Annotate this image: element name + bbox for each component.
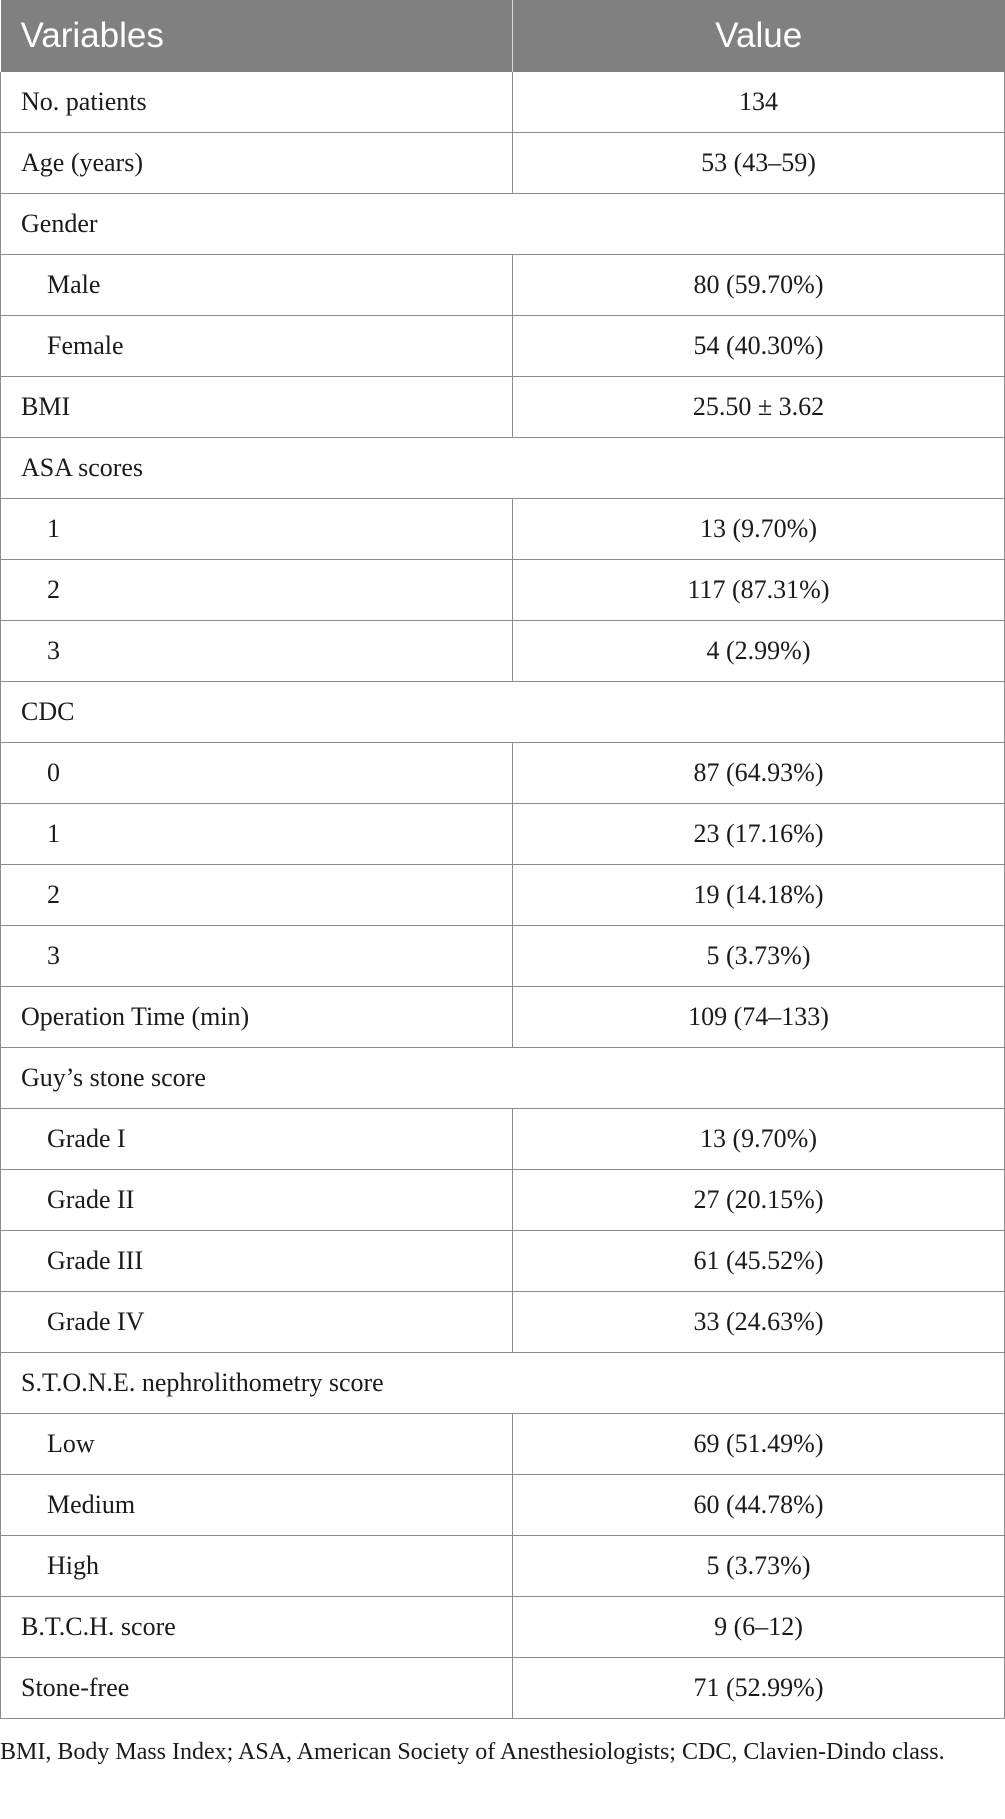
table-row	[1, 255, 1005, 316]
table-row	[1, 1353, 1005, 1414]
value-cell: 69 (51.49%)	[513, 1414, 1005, 1475]
variable-cell: Grade II	[1, 1170, 513, 1231]
table-header	[1, 0, 1005, 72]
table-row	[1, 560, 1005, 621]
group-label: ASA scores	[1, 438, 1005, 499]
header-variables: Variables	[1, 0, 513, 72]
table-row	[1, 1658, 1005, 1719]
value-cell: 117 (87.31%)	[513, 560, 1005, 621]
value-cell: 9 (6–12)	[513, 1597, 1005, 1658]
value-cell: 23 (17.16%)	[513, 804, 1005, 865]
table-row	[1, 621, 1005, 682]
group-label: Guy’s stone score	[1, 1048, 1005, 1109]
value-cell: 25.50 ± 3.62	[513, 377, 1005, 438]
table-row	[1, 1597, 1005, 1658]
table-row	[1, 865, 1005, 926]
table-row	[1, 1048, 1005, 1109]
value-cell: 13 (9.70%)	[513, 1109, 1005, 1170]
value-cell: 61 (45.52%)	[513, 1231, 1005, 1292]
value-cell: 60 (44.78%)	[513, 1475, 1005, 1536]
group-label: Gender	[1, 194, 1005, 255]
table-row	[1, 499, 1005, 560]
table-row	[1, 743, 1005, 804]
table-row	[1, 1475, 1005, 1536]
variable-cell: Grade I	[1, 1109, 513, 1170]
variable-cell: 1	[1, 499, 513, 560]
table-row	[1, 1109, 1005, 1170]
variable-cell: Male	[1, 255, 513, 316]
header-row	[1, 0, 1005, 72]
value-cell: 80 (59.70%)	[513, 255, 1005, 316]
variable-cell: Low	[1, 1414, 513, 1475]
table-footnote: BMI, Body Mass Index; ASA, American Society of Anesthesiologists; CDC, Clavien-Dindo class.	[0, 1739, 945, 1765]
table-row	[1, 1292, 1005, 1353]
group-label: S.T.O.N.E. nephrolithometry score	[1, 1353, 1005, 1414]
table-row	[1, 438, 1005, 499]
value-cell: 109 (74–133)	[513, 987, 1005, 1048]
value-cell: 5 (3.73%)	[513, 1536, 1005, 1597]
variable-cell: 3	[1, 926, 513, 987]
table-row	[1, 72, 1005, 133]
variable-cell: B.T.C.H. score	[1, 1597, 513, 1658]
table-row	[1, 377, 1005, 438]
value-cell: 4 (2.99%)	[513, 621, 1005, 682]
table-row	[1, 1231, 1005, 1292]
table-row	[1, 926, 1005, 987]
variable-cell: 2	[1, 560, 513, 621]
variable-cell: Age (years)	[1, 133, 513, 194]
value-cell: 54 (40.30%)	[513, 316, 1005, 377]
value-cell: 53 (43–59)	[513, 133, 1005, 194]
table-body	[1, 72, 1005, 1719]
value-cell: 19 (14.18%)	[513, 865, 1005, 926]
table-row	[1, 316, 1005, 377]
table-row	[1, 682, 1005, 743]
value-cell: 33 (24.63%)	[513, 1292, 1005, 1353]
variable-cell: No. patients	[1, 72, 513, 133]
value-cell: 27 (20.15%)	[513, 1170, 1005, 1231]
header-value: Value	[513, 0, 1005, 72]
variable-cell: Female	[1, 316, 513, 377]
value-cell: 87 (64.93%)	[513, 743, 1005, 804]
variable-cell: 0	[1, 743, 513, 804]
variable-cell: Stone-free	[1, 1658, 513, 1719]
variable-cell: 1	[1, 804, 513, 865]
table-row	[1, 804, 1005, 865]
value-cell: 5 (3.73%)	[513, 926, 1005, 987]
table-row	[1, 1414, 1005, 1475]
variable-cell: 3	[1, 621, 513, 682]
variable-cell: Operation Time (min)	[1, 987, 513, 1048]
value-cell: 71 (52.99%)	[513, 1658, 1005, 1719]
table-row	[1, 1536, 1005, 1597]
variable-cell: BMI	[1, 377, 513, 438]
variable-cell: Medium	[1, 1475, 513, 1536]
variable-cell: Grade III	[1, 1231, 513, 1292]
variable-cell: High	[1, 1536, 513, 1597]
variable-cell: 2	[1, 865, 513, 926]
table-row	[1, 133, 1005, 194]
value-cell: 134	[513, 72, 1005, 133]
table-row	[1, 194, 1005, 255]
variable-cell: Grade IV	[1, 1292, 513, 1353]
table-row	[1, 1170, 1005, 1231]
value-cell: 13 (9.70%)	[513, 499, 1005, 560]
table-row	[1, 987, 1005, 1048]
group-label: CDC	[1, 682, 1005, 743]
